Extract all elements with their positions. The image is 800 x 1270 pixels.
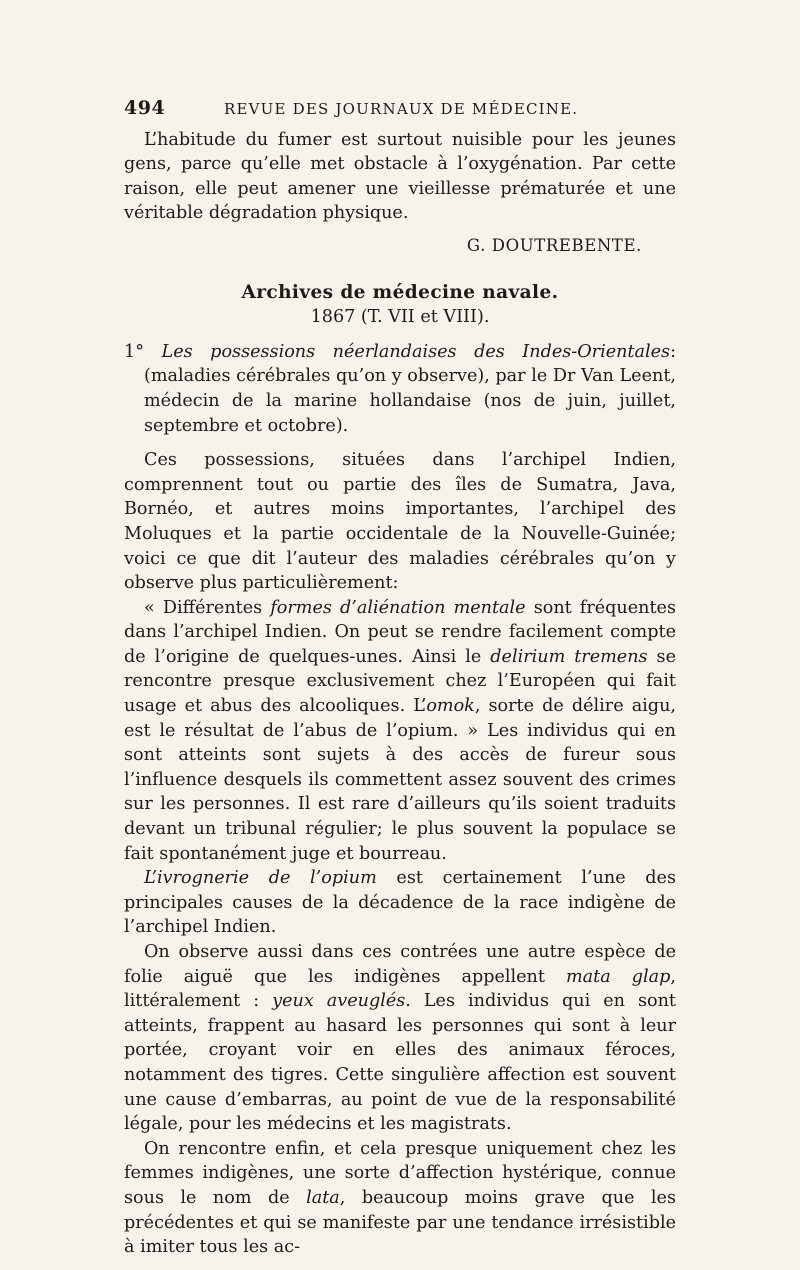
item-title: Les possessions néerlandaises des Indes-Orientales	[161, 341, 671, 362]
italic-term: L’ivrognerie de l’opium	[144, 868, 377, 889]
paragraph-mata-glap	[124, 940, 676, 1137]
section-title: Archives de médecine navale.	[241, 281, 559, 303]
section-subtitle: 1867 (T. VII et VIII).	[310, 307, 490, 328]
paragraph-possessions: Ces possessions, situées dans l’archipel Indien, comprennent tout ou partie des îles de Sumatra, Java, Bornéo, et autres moins importantes, l’archipel des Moluques et la partie occidentale de la Nouvelle-Guinée; voici ce que dit l’auteur des maladies cérébrales qu’on y observe plus particulièrement:	[124, 450, 676, 594]
text-run: « Différentes	[144, 597, 271, 618]
text-run: , sorte de délire aigu, est le résultat de l’abus de l’opium. » Les individus qui en sont atteints sont sujets à des accès de fureur sous l’influence desquels ils commettent assez souvent des crimes sur les personnes. Il est rare d’ailleurs qu’ils soient traduits devant un tribunal régulier; le plus souvent la populace se fait spontanément juge et bourreau.	[124, 696, 676, 864]
running-head	[124, 96, 676, 122]
journal-title: REVUE DES JOURNAUX DE MÉDECINE.	[224, 100, 579, 118]
italic-term: yeux aveuglés	[272, 991, 406, 1012]
text-run: . Les individus qui en sont atteints, frappent au hasard les personnes qui sont à leur portée, croyant voir en elles des animaux féroces, notamment des tigres. Cette singulière affection est souvent une cause d’embarras, au point de vue de la responsabilité légale, pour les médecins et les magistrats.	[124, 991, 677, 1135]
page	[124, 96, 676, 1260]
text-run: se rencontre presque exclusivement chez l’Européen qui fait usage et abus des alcooliques. L’	[124, 646, 676, 717]
text-run: On observe aussi dans ces contrées une autre espèce de folie aiguë que les indigènes appellent	[124, 942, 676, 987]
paragraph-opium	[124, 866, 676, 940]
item-details: : (maladies cérébrales qu’on y observe), par le Dr Van Leent, médecin de la marine hollandaise (nos de juin, juillet, septembre et octobre).	[144, 341, 676, 436]
italic-term: formes d’aliénation mentale	[270, 597, 526, 618]
text-run: On rencontre enfin, et cela presque uniquement chez les femmes indigènes, une sorte d’affection hystérique, connue sous le nom de	[124, 1138, 676, 1208]
paragraph-lata	[124, 1137, 676, 1260]
italic-term: lata	[306, 1187, 340, 1208]
page-number: 494	[124, 97, 166, 119]
item-heading-text	[124, 340, 676, 438]
item-number: 1°	[124, 341, 144, 362]
text-run: , beaucoup moins grave que les précédentes et qui se manifeste par une tendance irrésistible à imiter tous les ac-	[124, 1187, 676, 1258]
text-run: , littéralement :	[124, 966, 677, 1012]
intro-paragraph: L’habitude du fumer est surtout nuisible pour les jeunes gens, parce qu’elle met obstacle à l’oxygénation. Par cette raison, elle peut amener une vieillesse prématurée et une véritable dégradation physique.	[124, 129, 676, 224]
text-run: sont fréquentes dans l’archipel Indien. On peut se rendre facilement compte de l’origine de quelques-unes. Ainsi le	[124, 597, 676, 667]
text-run: est certainement l’une des principales causes de la décadence de la race indigène de l’archipel Indien.	[124, 868, 677, 938]
author-signature: G. DOUTREBENTE.	[466, 235, 642, 255]
italic-term: mata glap	[566, 966, 671, 987]
item-heading	[124, 340, 676, 438]
italic-term: omok	[426, 696, 475, 717]
paragraph-alienation	[124, 596, 676, 867]
italic-term: delirium tremens	[490, 646, 648, 667]
